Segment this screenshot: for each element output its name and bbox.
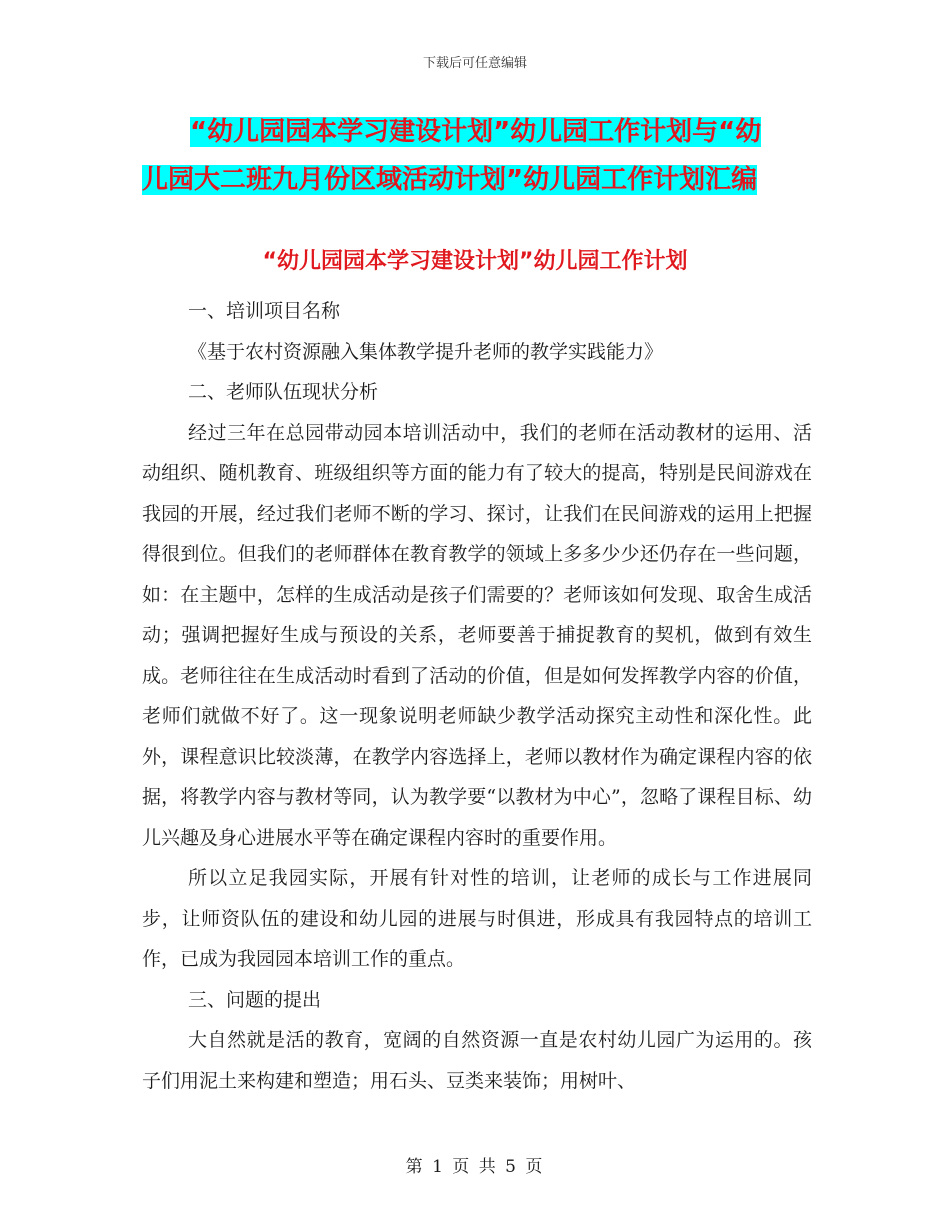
document-title-line-2: 儿园大二班九月份区域活动计划”幼儿园工作计划汇编 — [142, 165, 758, 195]
document-body — [142, 291, 812, 1101]
document-title — [142, 108, 822, 204]
page-footer: 第 1 页 共 5 页 — [405, 1157, 545, 1177]
document-title-line-1: “幼儿园园本学习建设计划”幼儿园工作计划与“幼 — [190, 117, 762, 147]
heading-teacher-analysis: 二、老师队伍现状分析 — [188, 381, 379, 403]
heading-problem: 三、问题的提出 — [188, 988, 322, 1011]
project-name: 《基于农村资源融入集体教学提升老师的教学实践能力》 — [188, 340, 664, 363]
body-paragraph: 所以立足我园实际，开展有针对性的培训，让老师的成长与工作进展同步，让师资队伍的建设和幼儿园的进展与时俱进，形成具有我园特点的培训工作，已成为我园园本培训工作的重点。 — [142, 867, 812, 970]
section-title: “幼儿园园本学习建设计划”幼儿园工作计划 — [262, 249, 688, 274]
header-note: 下载后可任意编辑 — [422, 56, 527, 71]
body-paragraph: 大自然就是活的教育，宽阔的自然资源一直是农村幼儿园广为运用的。孩子们用泥土来构建和塑造；用石头、豆类来装饰；用树叶、 — [142, 1029, 812, 1092]
body-paragraph: 经过三年在总园带动园本培训活动中，我们的老师在活动教材的运用、活动组织、随机教育、班级组织等方面的能力有了较大的提高，特别是民间游戏在我园的开展，经过我们老师不断的学习、探讨，让我们在民间游戏的运用上把握得很到位。但我们的老师群体在教育教学的领域上多多少少还仍存在一些问题，如：在主题中，怎样的生成活动是孩子们需要的？老师该如何发现、取舍生成活动；强调把握好生成与预设的关系，老师要善于捕捉教育的契机，做到有效生成。老师往往在生成活动时看到了活动的价值，但是如何发挥教学内容的价值，老师们就做不好了。这一现象说明老师缺少教学活动探究主动性和深化性。此外，课程意识比较淡薄，在教学内容选择上，老师以教材作为确定课程内容的依据，将教学内容与教材等同，认为教学要“以教材为中心”，忽略了课程目标、幼儿兴趣及身心进展水平等在确定课程内容时的重要作用。 — [142, 421, 812, 849]
heading-training-project: 一、培训项目名称 — [188, 300, 341, 322]
